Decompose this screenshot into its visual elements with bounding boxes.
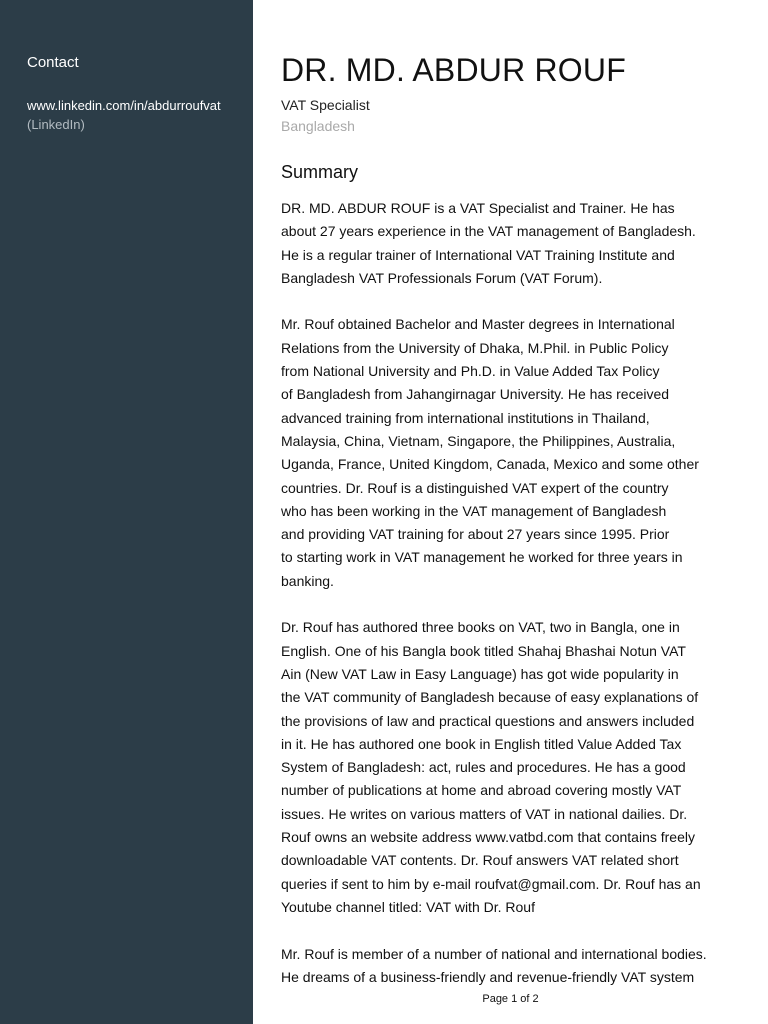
summary-line: queries if sent to him by e-mail roufvat@gmail.com. Dr. Rouf has an xyxy=(281,875,701,892)
linkedin-link[interactable]: www.linkedin.com/in/abdurroufvat xyxy=(27,98,221,113)
summary-body xyxy=(281,197,746,1012)
summary-line: who has been working in the VAT management of Bangladesh xyxy=(281,502,667,519)
summary-line: Ain (New VAT Law in Easy Language) has got wide popularity in xyxy=(281,665,679,682)
summary-line: of Bangladesh from Jahangirnagar University. He has received xyxy=(281,386,670,403)
summary-line: English. One of his Bangla book titled Shahaj Bhashai Notun VAT xyxy=(281,642,686,659)
profile-location: Bangladesh xyxy=(281,118,355,134)
summary-line: the provisions of law and practical questions and answers included xyxy=(281,712,695,729)
summary-line: Mr. Rouf obtained Bachelor and Master degrees in International xyxy=(281,316,675,333)
summary-line: in it. He has authored one book in English titled Value Added Tax xyxy=(281,735,682,752)
summary-line: Bangladesh VAT Professionals Forum (VAT Forum). xyxy=(281,269,603,286)
summary-line: Uganda, France, United Kingdom, Canada, Mexico and some other xyxy=(281,456,699,473)
summary-line: He is a regular trainer of International VAT Training Institute and xyxy=(281,246,675,263)
summary-line: Dr. Rouf has authored three books on VAT, two in Bangla, one in xyxy=(281,619,680,636)
profile-headline: VAT Specialist xyxy=(281,97,370,113)
summary-line: Rouf owns an website address www.vatbd.com that contains freely xyxy=(281,829,695,846)
summary-line: the VAT community of Bangladesh because of easy explanations of xyxy=(281,689,699,706)
summary-paragraph xyxy=(281,943,746,990)
summary-line: Relations from the University of Dhaka, M.Phil. in Public Policy xyxy=(281,339,669,356)
summary-line: He dreams of a business-friendly and revenue-friendly VAT system xyxy=(281,968,695,985)
summary-paragraph xyxy=(281,197,746,290)
summary-line: downloadable VAT contents. Dr. Rouf answers VAT related short xyxy=(281,852,679,869)
summary-line: and providing VAT training for about 27 years since 1995. Prior xyxy=(281,526,670,543)
summary-paragraph xyxy=(281,616,746,919)
summary-line: advanced training from international institutions in Thailand, xyxy=(281,409,650,426)
contact-heading: Contact xyxy=(27,54,79,71)
summary-heading: Summary xyxy=(281,162,359,182)
summary-line: from National University and Ph.D. in Value Added Tax Policy xyxy=(281,363,660,380)
summary-line: DR. MD. ABDUR ROUF is a VAT Specialist and Trainer. He has xyxy=(281,200,675,216)
summary-line: System of Bangladesh: act, rules and procedures. He has a good xyxy=(281,759,686,776)
summary-line: Malaysia, China, Vietnam, Singapore, the Philippines, Australia, xyxy=(281,432,676,449)
summary-line: countries. Dr. Rouf is a distinguished VAT expert of the country xyxy=(281,479,669,496)
summary-line: Mr. Rouf is member of a number of national and international bodies. xyxy=(281,945,707,962)
summary-line: to starting work in VAT management he worked for three years in xyxy=(281,549,683,566)
summary-line: issues. He writes on various matters of VAT in national dailies. Dr. xyxy=(281,805,688,822)
summary-paragraph xyxy=(281,313,746,593)
profile-name: DR. MD. ABDUR ROUF xyxy=(281,52,626,88)
summary-line: number of publications at home and abroad covering mostly VAT xyxy=(281,782,682,799)
summary-line: Youtube channel titled: VAT with Dr. Rouf xyxy=(281,898,535,915)
linkedin-label: (LinkedIn) xyxy=(27,117,85,132)
summary-line: about 27 years experience in the VAT management of Bangladesh. xyxy=(281,223,696,240)
sidebar xyxy=(0,0,253,1024)
page-number: Page 1 of 2 xyxy=(482,993,539,1005)
summary-line: banking. xyxy=(281,572,334,589)
